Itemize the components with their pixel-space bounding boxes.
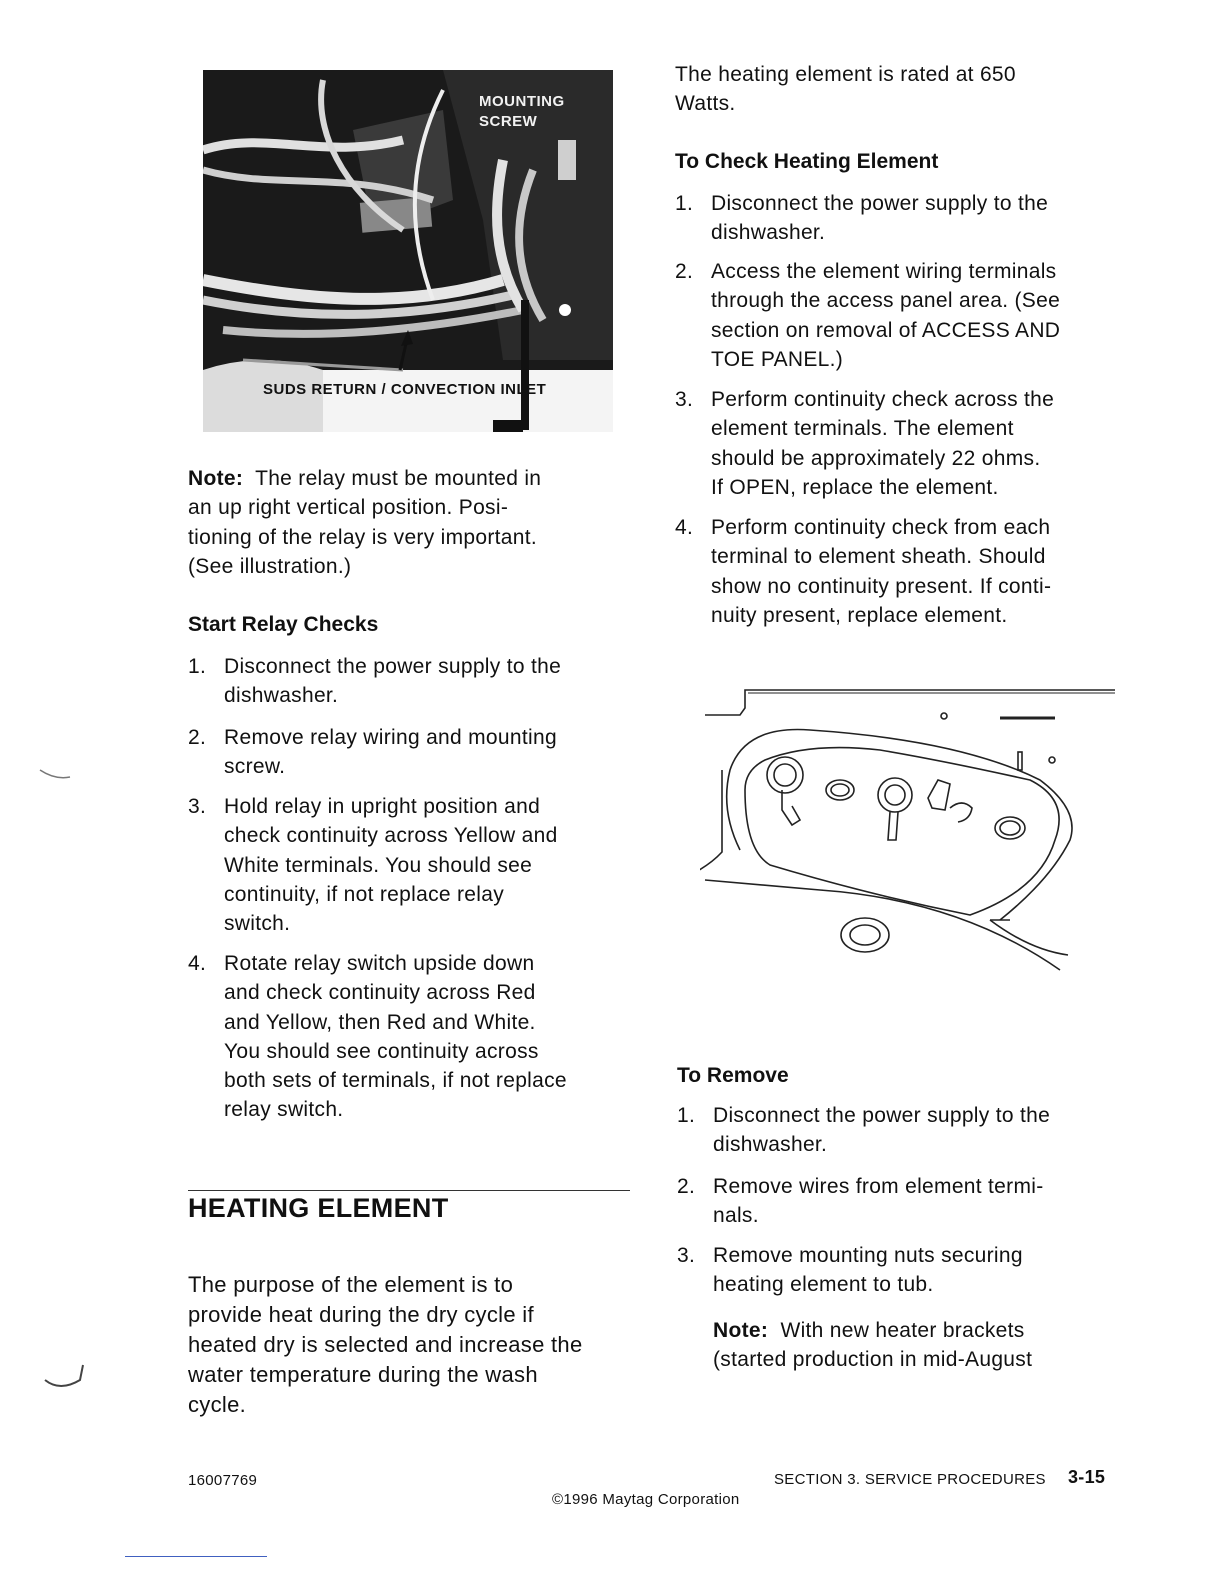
- check-step-line: show no continuity present. If conti-: [711, 574, 1052, 598]
- relay-step-num: 2.: [188, 726, 207, 749]
- relay-step-num: 3.: [188, 795, 207, 818]
- relay-step-line: continuity, if not replace relay: [224, 882, 505, 906]
- check-step-line: element terminals. The element: [711, 417, 1014, 441]
- section-rule: [188, 1190, 630, 1191]
- check-step-line: section on removal of ACCESS AND: [711, 318, 1061, 342]
- relay-step-line: White terminals. You should see: [224, 853, 533, 877]
- doc-number: 16007769: [188, 1472, 258, 1489]
- relay-note-label: Note:: [188, 467, 244, 490]
- relay-step-line: switch.: [224, 912, 291, 936]
- remove-step-num: 3.: [677, 1244, 696, 1267]
- purpose-line: heated dry is selected and increase the: [188, 1332, 583, 1357]
- check-step-line: TOE PANEL.): [711, 347, 844, 371]
- check-step-num: 3.: [675, 388, 694, 411]
- relay-step-line: relay switch.: [224, 1098, 344, 1122]
- remove-step-line: nals.: [713, 1204, 759, 1228]
- check-step-line: Perform continuity check from each: [711, 516, 1051, 539]
- relay-step-line: Disconnect the power supply to the: [224, 655, 562, 678]
- remove-step-num: 2.: [677, 1175, 696, 1198]
- relay-step-line: check continuity across Yellow and: [224, 824, 558, 848]
- check-step-num: 1.: [675, 192, 694, 215]
- remove-step-line: Disconnect the power supply to the: [713, 1104, 1051, 1127]
- check-element-heading: To Check Heating Element: [675, 150, 939, 173]
- check-step-line: should be approximately 22 ohms.: [711, 446, 1041, 470]
- relay-note-line-3: tioning of the relay is very important.: [188, 525, 538, 549]
- purpose-paragraph: [188, 1270, 583, 1420]
- relay-step-num: 4.: [188, 952, 207, 975]
- relay-step-line: Hold relay in upright position and: [224, 795, 541, 818]
- remove-step-num: 1.: [677, 1104, 696, 1127]
- purpose-line: The purpose of the element is to: [188, 1272, 514, 1297]
- margin-mark: [30, 755, 90, 795]
- remove-note-line-2: (started production in mid-August: [713, 1348, 1033, 1372]
- relay-step-line: and check continuity across Red: [224, 981, 536, 1005]
- mounting-screw-label: MOUNTING SCREW: [479, 93, 565, 130]
- relay-step-line: Remove relay wiring and mounting: [224, 726, 557, 749]
- copyright: ©1996 Maytag Corporation: [552, 1491, 740, 1508]
- heating-element-title: HEATING ELEMENT: [188, 1193, 449, 1223]
- relay-note-line-1: The relay must be mounted in: [255, 467, 542, 490]
- section-label: SECTION 3. SERVICE PROCEDURES: [774, 1471, 1046, 1488]
- check-step-num: 4.: [675, 516, 694, 539]
- relay-step-line: You should see continuity across: [224, 1039, 539, 1063]
- rating-line: Watts.: [675, 92, 736, 116]
- check-step-line: Disconnect the power supply to the: [711, 192, 1049, 215]
- check-step-line: terminal to element sheath. Should: [711, 545, 1046, 569]
- relay-photo: [203, 70, 613, 432]
- suds-return-label: SUDS RETURN / CONVECTION INLET: [263, 381, 547, 398]
- remove-note: [713, 1316, 1032, 1375]
- to-remove-heading: To Remove: [677, 1064, 789, 1087]
- purpose-line: provide heat during the dry cycle if: [188, 1302, 534, 1327]
- remove-note-line-1: With new heater brackets: [780, 1319, 1025, 1342]
- purpose-line: water temperature during the wash: [188, 1362, 538, 1387]
- relay-step-line: both sets of terminals, if not replace: [224, 1069, 567, 1093]
- check-step-line: If OPEN, replace the element.: [711, 475, 999, 499]
- start-relay-heading: Start Relay Checks: [188, 613, 379, 636]
- remove-step-line: dishwasher.: [713, 1133, 828, 1157]
- relay-step-line: and Yellow, then Red and White.: [224, 1010, 536, 1034]
- check-step-line: Access the element wiring terminals: [711, 260, 1057, 283]
- rating-line: The heating element is rated at 650: [675, 63, 1016, 86]
- relay-step-num: 1.: [188, 655, 207, 678]
- check-step-line: Perform continuity check across the: [711, 388, 1055, 411]
- remove-step-line: Remove mounting nuts securing: [713, 1244, 1023, 1267]
- relay-note-line-4: (See illustration.): [188, 554, 352, 578]
- check-step-line: dishwasher.: [711, 221, 826, 245]
- remove-step-line: heating element to tub.: [713, 1273, 934, 1297]
- relay-note: [188, 464, 628, 581]
- page-number: 3-15: [1068, 1467, 1106, 1487]
- check-step-num: 2.: [675, 260, 694, 283]
- check-step-line: nuity present, replace element.: [711, 603, 1008, 627]
- relay-step-line: screw.: [224, 755, 286, 779]
- relay-note-line-2: an up right vertical position. Posi-: [188, 496, 509, 520]
- margin-mark: [35, 1350, 95, 1400]
- rating-paragraph: [675, 60, 1016, 119]
- bottom-underline-mark: [125, 1556, 267, 1557]
- remove-note-label: Note:: [713, 1319, 769, 1342]
- check-step-line: through the access panel area. (See: [711, 289, 1061, 313]
- relay-step-line: Rotate relay switch upside down: [224, 952, 535, 975]
- relay-step-line: dishwasher.: [224, 684, 339, 708]
- heating-element-diagram: [700, 680, 1120, 990]
- remove-step-line: Remove wires from element termi-: [713, 1175, 1044, 1198]
- purpose-line: cycle.: [188, 1392, 247, 1417]
